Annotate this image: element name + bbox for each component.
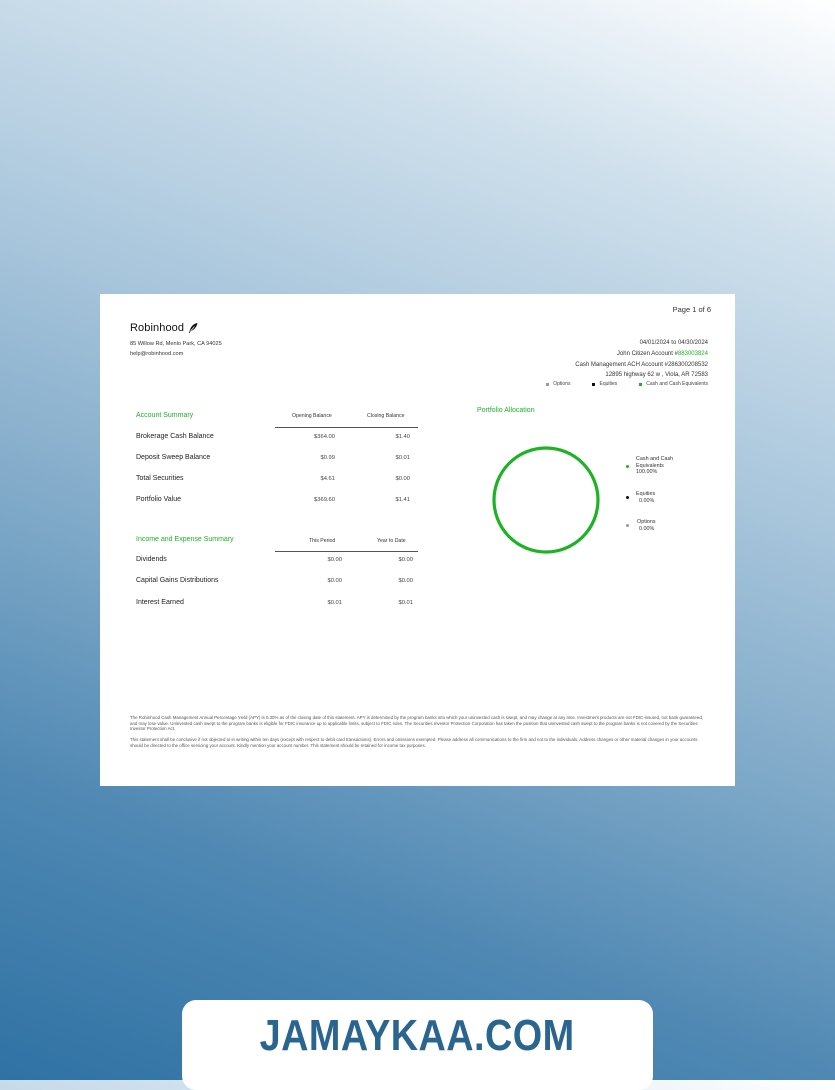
account-holder: John Citizen Account # (616, 351, 678, 357)
portfolio-allocation-title: Portfolio Allocation (477, 407, 535, 414)
closing-balance-header: Closing Balance (367, 413, 405, 419)
legend-label: Cash and Cash Equivalents (646, 381, 708, 387)
income-row-ytd: $0.01 (398, 600, 413, 606)
disclaimer-paragraph: The Robinhood Cash Management Annual Percentage Yield (APY) is 0.30% as of the closing date of this statement. APY is determined by the program banks into which your uninvested cash is swept, and may change at any time. Investment products are not FDIC-insured, not bank guaranteed, and may lose value. Uninvested cash swept to the program banks is eligible for FDIC insurance up to applicable limits, subject to FDIC rules. The Securities Investor Protection Corporation has taken the position that uninvested cash swept to the program banks is not covered by the Securities Investor Protection Act. (130, 715, 703, 732)
legend-cash (636, 456, 673, 476)
account-row-opening: $364.00 (314, 434, 335, 440)
legend-swatch (592, 383, 595, 386)
legend-item-options (546, 381, 570, 387)
account-row-closing: $1.40 (395, 434, 410, 440)
account-holder-line (617, 351, 708, 357)
account-row-closing: $0.01 (395, 455, 410, 461)
disclaimer-paragraph: This statement shall be conclusive if not objected to in writing within ten days (except with respect to debit card transactions). Errors and omissions exempted. Please address all communications to the firm and not to the individuals. Address changes or other material changes in your accounts should be directed to the office servicing your account. Kindly mention your account number. This statement should be retained for income tax purposes. (130, 737, 698, 748)
legend-cash-line: Equivalents (636, 462, 664, 469)
legend-options-percent: 0.00% (639, 525, 655, 532)
account-row-label: Total Securities (136, 475, 184, 482)
statement-page (100, 294, 735, 786)
company-email: help@robinhood.com (130, 351, 184, 357)
legend-equities-percent: 0.00% (639, 497, 655, 504)
portfolio-allocation-donut (490, 444, 602, 556)
account-row-label: Deposit Sweep Balance (136, 454, 211, 461)
legend-dot-cash (626, 465, 629, 468)
logo-text: Robinhood (130, 322, 185, 334)
watermark-banner (182, 1000, 653, 1090)
legend-swatch (639, 383, 642, 386)
legend-equities (636, 491, 655, 504)
legend-cash-percent: 100.00% (636, 469, 658, 475)
income-row-period: $0.00 (327, 557, 342, 563)
account-number: 883003824 (677, 351, 708, 357)
income-summary-title: Income and Expense Summary (136, 536, 234, 543)
divider (275, 427, 418, 428)
cash-management-account: Cash Management ACH Account #286300208532 (575, 362, 708, 368)
account-row-label: Brokerage Cash Balance (136, 433, 214, 440)
legend-equities-line: Equities (636, 491, 656, 497)
legend-item-cash (639, 381, 708, 387)
account-row-closing: $0.00 (395, 476, 410, 482)
feather-icon (187, 322, 199, 334)
mailing-address: 12895 highway 62 w , Viola, AR 72583 (605, 372, 708, 378)
legend-dot-options (626, 524, 629, 527)
income-row-ytd: $0.00 (398, 578, 413, 584)
account-summary-title: Account Summary (136, 412, 194, 419)
legend-dot-equities (626, 496, 629, 499)
legend-label: Equities (599, 381, 618, 387)
legend-swatch (546, 383, 549, 386)
income-row-label: Capital Gains Distributions (136, 577, 219, 584)
year-to-date-header: Year to Date (377, 538, 406, 544)
legend-options-line: Options (637, 519, 656, 525)
account-row-opening: $0.99 (320, 455, 335, 461)
robinhood-logo (130, 322, 199, 334)
watermark-text: JAMAYKAA.COM (260, 1011, 575, 1060)
account-row-opening: $4.61 (320, 476, 335, 482)
page-number: Page 1 of 6 (672, 305, 711, 314)
account-row-label: Portfolio Value (136, 496, 182, 503)
income-row-period: $0.01 (327, 600, 342, 606)
opening-balance-header: Opening Balance (292, 413, 332, 419)
income-row-label: Interest Earned (136, 599, 184, 606)
legend-options (637, 519, 656, 532)
income-row-ytd: $0.00 (398, 557, 413, 563)
income-row-label: Dividends (136, 556, 167, 563)
divider (275, 551, 418, 552)
company-address: 85 Willow Rd, Menlo Park, CA 94025 (130, 341, 222, 347)
legend-label: Options (553, 381, 571, 387)
legend-item-equities (592, 381, 617, 387)
allocation-legend-top (546, 381, 708, 387)
account-row-closing: $1.41 (395, 497, 410, 503)
statement-period: 04/01/2024 to 04/30/2024 (639, 340, 708, 346)
legend-cash-line: Cash and Cash (636, 456, 674, 462)
donut-slice (494, 448, 598, 552)
income-row-period: $0.00 (327, 578, 342, 584)
this-period-header: This Period (309, 538, 336, 544)
account-row-opening: $369.60 (314, 497, 335, 503)
